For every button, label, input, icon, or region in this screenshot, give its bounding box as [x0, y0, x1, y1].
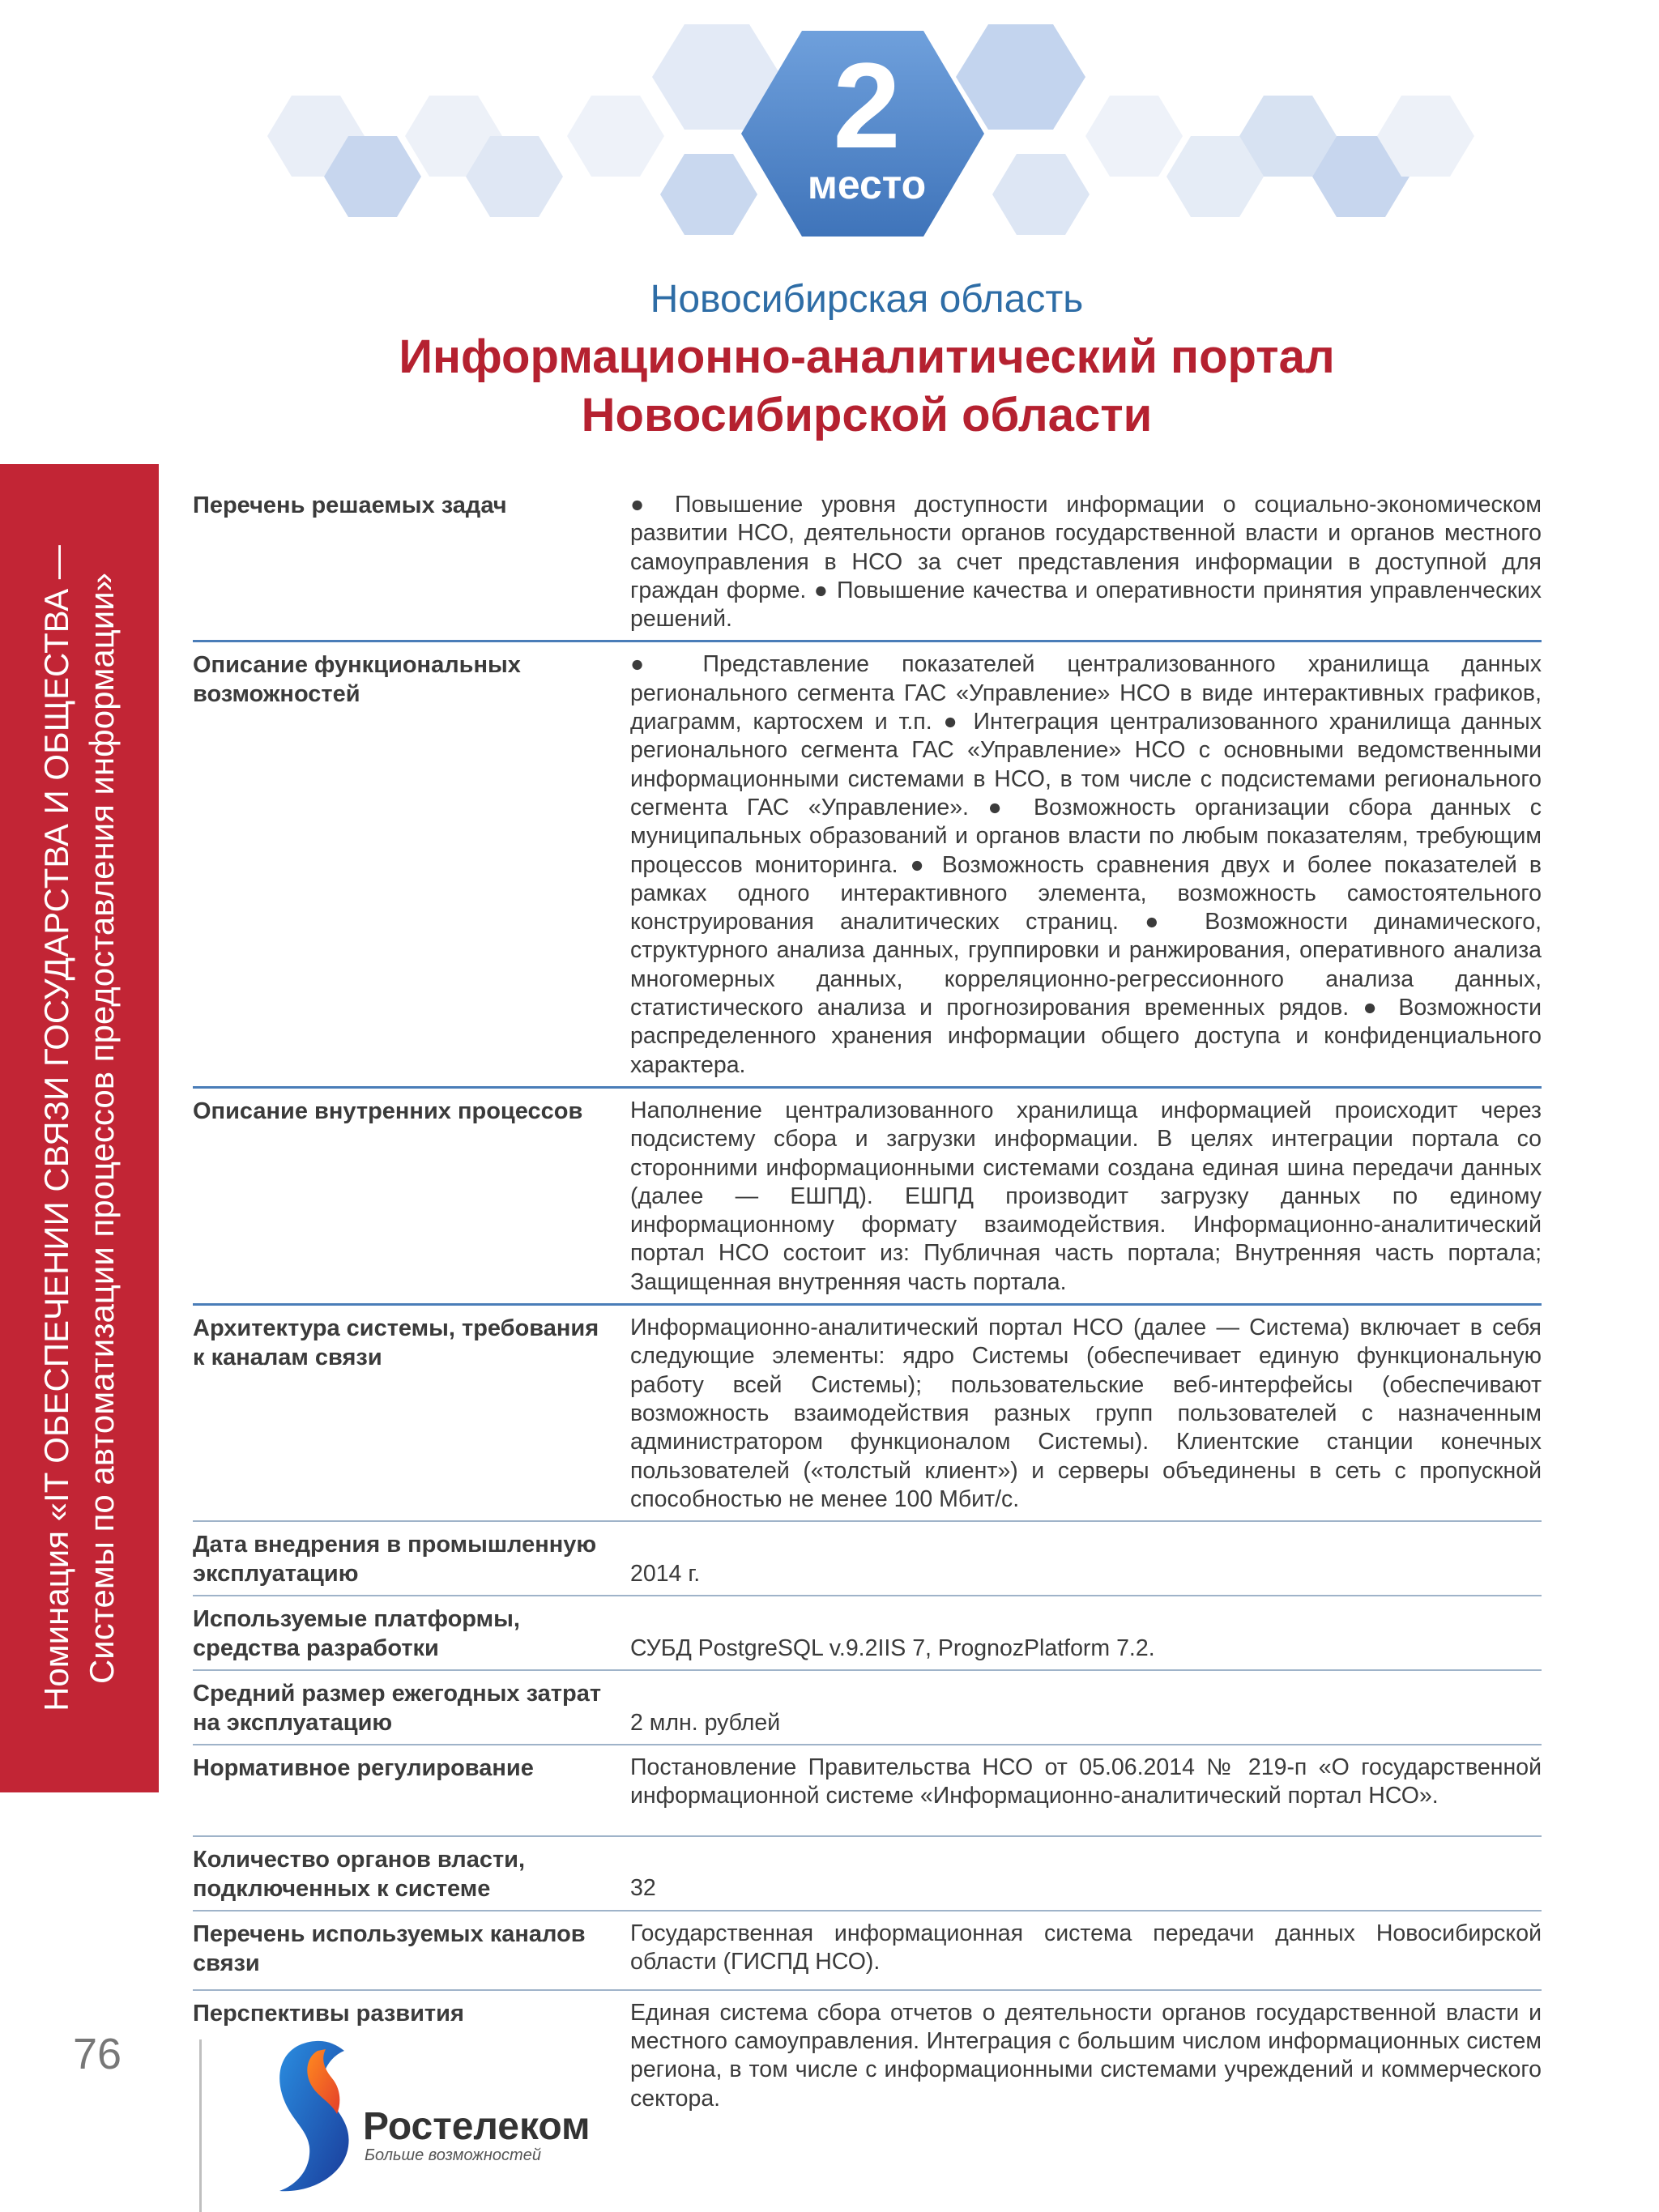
table-row — [193, 1671, 1542, 1745]
row-label: Средний размер ежегодных затрат на эксплуатацию — [193, 1681, 602, 1737]
row-label: Описание внутренних процессов — [193, 1097, 583, 1124]
table-row — [193, 1912, 1542, 1991]
logo-tagline: Больше возможностей — [365, 2146, 541, 2164]
row-label: Дата внедрения в промышленную эксплуатацию — [193, 1532, 597, 1588]
row-value: 2014 г. — [630, 1560, 701, 1587]
row-value: Единая система сбора отчетов о деятельности органов государственной власти и местного самоуправления. Интеграция с большим числом информационных систем региона, в том числе с информационными системами учреждений и коммерческого сектора. — [630, 1999, 1542, 2112]
row-label: Перечень решаемых задач — [193, 492, 507, 518]
row-value: 2 млн. рублей — [630, 1709, 781, 1736]
title-line-1: Информационно-аналитический портал — [399, 330, 1335, 383]
title-line-2: Новосибирской области — [581, 389, 1153, 441]
page-number: 76 — [73, 2030, 122, 2078]
table-row — [193, 1306, 1542, 1522]
place-label: место — [807, 162, 927, 207]
row-value: ● Повышение уровня доступности информации о социально-экономическом развитии НСО, деятельности органов государственной власти и органов местного самоуправления в НСО за счет представления информации в доступной для граждан форме. ● Повышение качества и оперативности принятия управленческих решений. — [630, 492, 1542, 633]
region-name: Новосибирская область — [650, 278, 1084, 321]
table-row — [193, 642, 1542, 1088]
row-label: Архитектура системы, требования к каналам связи — [193, 1315, 599, 1371]
row-label: Используемые платформы, средства разработки — [193, 1606, 520, 1662]
table-row — [193, 1089, 1542, 1306]
rostelecom-logo-icon — [267, 2033, 365, 2199]
row-value: ● Представление показателей централизованного хранилища данных регионального сегмента ГАС «Управление» НСО в виде интерактивных графиков, диаграмм, картосхем и т.п. ● Интеграция централизованного хранилища данных регионального сегмента ГАС «Управление» НСО с основными ведомственными информационными системами в НСО, в том числе с подсистемами регионального сегмента ГАС «Управление». ● Возможность организации сбора данных с муниципальных образований и органов власти по любым показателям, требующим процессов мониторинга. ● Возможность сравнения двух и более показателей в рамках одного интерактивного элемента, возможность самостоятельного конструирования аналитических страниц. ● Возможности динамического, структурного анализа данных, группировки и ранжирования, оперативного анализа многомерных данных, корреляционно-регрессионного анализа данных, статистического анализа и прогнозирования временных рядов. ● Возможности распределенного хранения информации общего доступа и конфиденциального характера. — [630, 651, 1542, 1078]
row-value: СУБД PostgreSQL v.9.2IIS 7, PrognozPlatform 7.2. — [630, 1634, 1155, 1661]
row-label: Описание функциональных возможностей — [193, 652, 521, 708]
table-row — [193, 1837, 1542, 1912]
row-value: 32 — [630, 1875, 656, 1902]
row-label: Перечень используемых каналов связи — [193, 1920, 586, 1976]
row-label: Количество органов власти, подключенных к системе — [193, 1846, 526, 1902]
page-title — [0, 328, 1659, 445]
logo-name: Ростелеком — [363, 2105, 591, 2148]
row-value: Государственная информационная система передачи данных Новосибирской области (ГИСПД НСО). — [630, 1920, 1542, 1975]
row-value: Постановление Правительства НСО от 05.06.2014 № 219-п «О государственной информационной системе «Информационно-аналитический портал НСО». — [630, 1754, 1542, 1809]
table-row — [193, 1745, 1542, 1837]
table-row — [193, 1522, 1542, 1596]
row-value: Наполнение централизованного хранилища информацией происходит через подсистему сбора и загрузки информации. В целях интеграции портала со сторонними информационными системами создана единая шина передачи данных (далее — ЕШПД). ЕШПД производит загрузку данных по единому информационному формату взаимодействия. Информационно-аналитический портал НСО состоит из: Публичная часть портала; Внутренняя часть портала; Защищенная внутренняя часть портала. — [630, 1097, 1542, 1295]
table-row — [193, 1596, 1542, 1671]
table-row — [193, 483, 1542, 642]
table-row — [193, 1991, 1542, 2120]
row-value: Информационно-аналитический портал НСО (далее — Система) включает в себя следующие элементы: ядро Системы (обеспечивает единую функциональную работу всей Системы); пользовательские веб-интерфейсы (обеспечивают возможность взаимодействия разных групп пользователей с назначенным администратором функционалом Системы). Клиентские станции конечных пользователей («толстый клиент») и серверы объединены в сеть с пропускной способностью не менее 100 Мбит/с. — [630, 1315, 1542, 1512]
nomination-line-1: Номинация «IT ОБЕСПЕЧЕНИИ СВЯЗИ ГОСУДАРСТВА И ОБЩЕСТВА — — [37, 545, 75, 1711]
row-label: Перспективы развития — [193, 2000, 464, 2027]
row-label: Нормативное регулирование — [193, 1755, 534, 1782]
info-table — [193, 483, 1542, 2120]
nomination-line-2: Системы по автоматизации процессов предоставления информации» — [83, 572, 121, 1685]
footer-divider — [199, 2039, 202, 2212]
place-number: 2 — [833, 37, 901, 173]
nomination-text — [0, 464, 159, 1792]
